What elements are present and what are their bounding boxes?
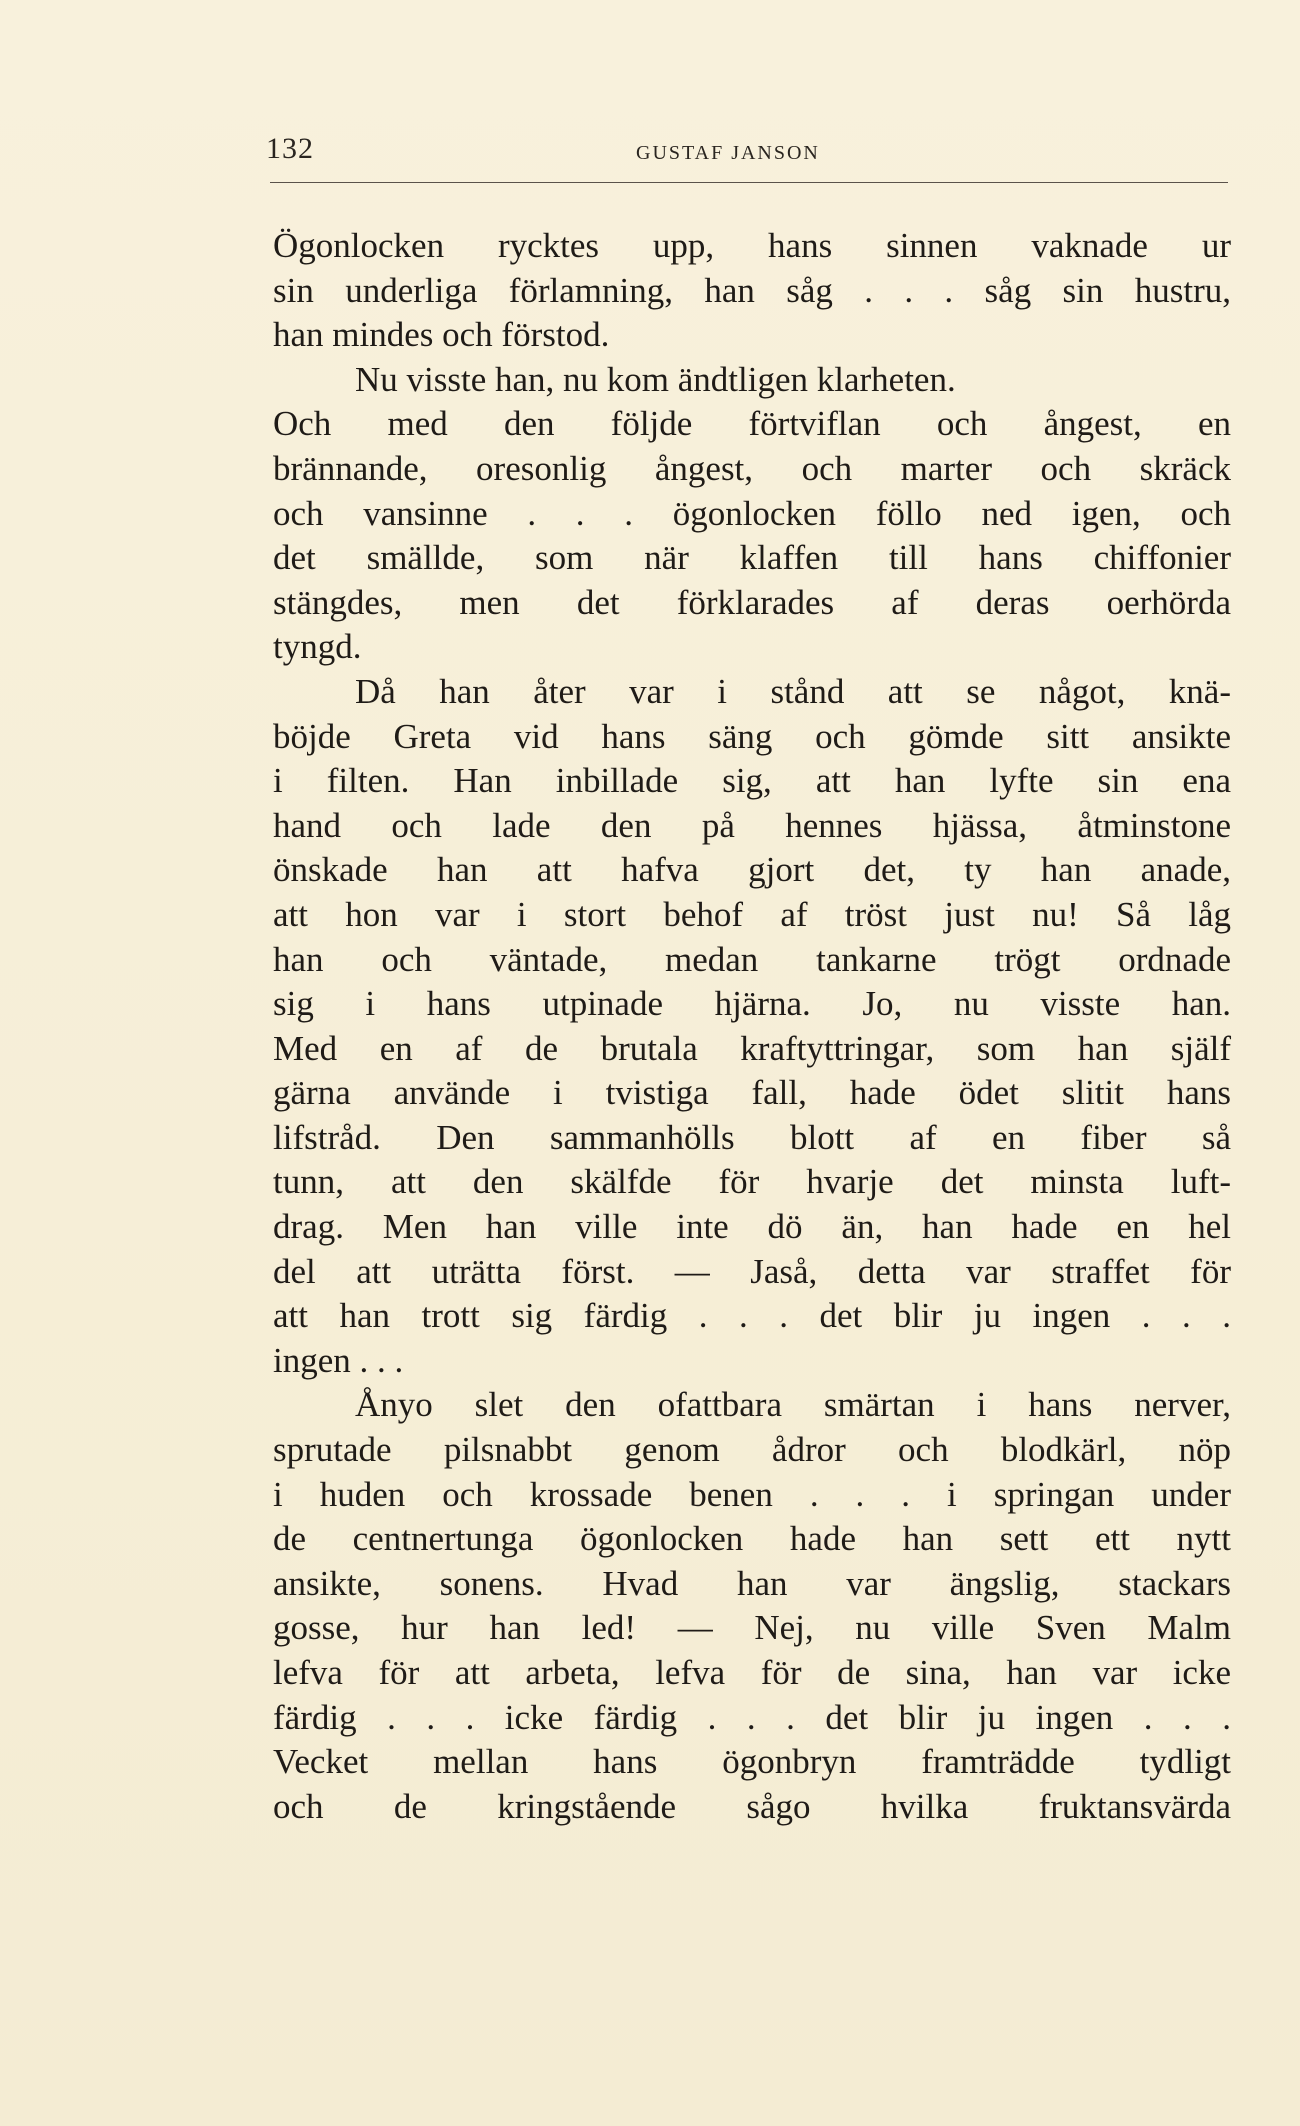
text-line: han och väntade, medan tankarne trögt ordnade	[273, 939, 1231, 979]
text-line: gosse, hur han led! — Nej, nu ville Sven Malm	[273, 1608, 1231, 1648]
text-line: i huden och krossade benen . . . i springan under	[273, 1474, 1231, 1514]
text-line: stängdes, men det förklarades af deras oerhörda	[273, 582, 1231, 622]
text-line: tunn, att den skälfde för hvarje det minsta luft-	[273, 1162, 1231, 1202]
text-line: sin underliga förlamning, han såg . . . såg sin hustru,	[273, 270, 1231, 310]
text-line: och de kringstående sågo hvilka fruktansvärda	[273, 1786, 1231, 1826]
text-line: de centnertunga ögonlocken hade han sett ett nytt	[273, 1519, 1231, 1559]
text-line: Med en af de brutala kraftyttringar, som han själf	[273, 1028, 1231, 1068]
running-title: GUSTAF JANSON	[636, 142, 820, 164]
text-line: lifstråd. Den sammanhölls blott af en fiber så	[273, 1117, 1231, 1157]
text-line: Ögonlocken rycktes upp, hans sinnen vaknade ur	[273, 226, 1231, 265]
text-line: och vansinne . . . ögonlocken föllo ned igen, och	[273, 493, 1231, 533]
text-line: sig i hans utpinade hjärna. Jo, nu visste han.	[273, 984, 1231, 1024]
text-line: han mindes och förstod.	[273, 315, 610, 355]
text-line: Och med den följde förtviflan och ångest, en	[273, 404, 1231, 444]
text-line: del att uträtta först. — Jaså, detta var straffet för	[273, 1251, 1231, 1291]
text-line: drag. Men han ville inte dö än, han hade en hel	[273, 1207, 1231, 1247]
text-line: sprutade pilsnabbt genom ådror och blodkärl, nöp	[273, 1430, 1231, 1470]
text-line: böjde Greta vid hans säng och gömde sitt ansikte	[273, 716, 1231, 756]
text-line: färdig . . . icke färdig . . . det blir ju ingen . . .	[273, 1697, 1231, 1737]
text-line: önskade han att hafva gjort det, ty han anade,	[273, 850, 1231, 890]
text-line: ansikte, sonens. Hvad han var ängslig, stackars	[273, 1563, 1231, 1603]
text-line: hand och lade den på hennes hjässa, åtminstone	[273, 805, 1231, 845]
text-line: det smällde, som när klaffen till hans chiffonier	[273, 538, 1231, 578]
text-line: ingen . . .	[273, 1340, 404, 1380]
header-rule	[270, 182, 1228, 183]
text-line: Ånyo slet den ofattbara smärtan i hans nerver,	[355, 1385, 1231, 1425]
page-number: 132	[266, 132, 314, 165]
text-line: gärna använde i tvistiga fall, hade ödet slitit hans	[273, 1073, 1231, 1113]
text-line: Då han åter var i stånd att se något, knä-	[355, 671, 1231, 711]
text-line: brännande, oresonlig ångest, och marter och skräck	[273, 448, 1231, 488]
running-head	[266, 132, 1228, 176]
text-line: Vecket mellan hans ögonbryn framträdde tydligt	[273, 1742, 1231, 1782]
text-line: att han trott sig färdig . . . det blir ju ingen . . .	[273, 1296, 1231, 1336]
text-line: lefva för att arbeta, lefva för de sina, han var icke	[273, 1653, 1231, 1692]
text-line: tyngd.	[273, 627, 362, 667]
body-text	[273, 224, 1231, 1829]
text-line: Nu visste han, nu kom ändtligen klarheten.	[355, 359, 956, 399]
text-line: i filten. Han inbillade sig, att han lyfte sin ena	[273, 761, 1231, 801]
text-line: att hon var i stort behof af tröst just nu! Så låg	[273, 894, 1231, 934]
